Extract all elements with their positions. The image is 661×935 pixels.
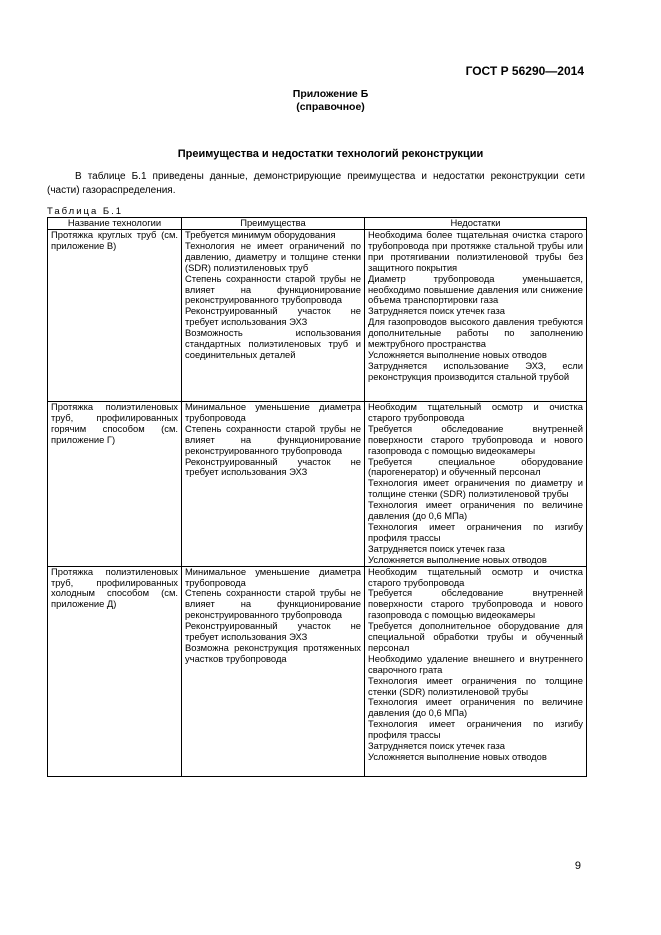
- advantage-item: Возможность использования стандартных полиэтиленовых труб и соединительных деталей: [185, 327, 361, 360]
- disadvantage-item: Усложняется выполнение новых отводов: [368, 348, 547, 360]
- disadvantage-item: Затрудняется поиск утечек газа: [368, 305, 505, 317]
- advantages-cell: [182, 402, 365, 567]
- table-row: [48, 566, 587, 776]
- document-standard-code: ГОСТ Р 56290—2014: [465, 64, 584, 78]
- technology-name-cell: Протяжка полиэтиленовых труб, профилированных горячим способом (см. приложение Г): [48, 402, 182, 567]
- advantages-cell: [182, 566, 365, 776]
- advantage-item: Степень сохранности старой трубы не влияет на функционирование реконструированного трубопровода: [185, 422, 361, 456]
- disadvantage-item: Технология имеет ограничения по изгибу профиля трассы: [368, 520, 583, 543]
- technologies-table: [47, 217, 587, 777]
- appendix-title: Приложение Б: [292, 88, 369, 100]
- section-title: Преимущества и недостатки технологий реконструкции: [177, 148, 484, 160]
- advantages-cell: [182, 230, 365, 402]
- disadvantage-item: Усложняется выполнение новых отводов: [368, 553, 547, 565]
- disadvantage-item: Требуется дополнительное оборудование для специальной обработки трубы и обученный персонал: [368, 620, 583, 653]
- disadvantage-item: Необходим тщательный осмотр и очистка старого трубопровода: [368, 565, 583, 588]
- disadvantages-cell: [365, 230, 587, 402]
- advantage-item: Технология не имеет ограничений по давлению, диаметру и толщине стенки (SDR) полиэтиленовых труб: [185, 239, 361, 273]
- disadvantage-item: Технология имеет ограничения по величине давления (до 0,6 МПа): [368, 696, 583, 719]
- technology-name-cell: Протяжка круглых труб (см. приложение В): [48, 230, 182, 402]
- disadvantage-item: Затрудняется поиск утечек газа: [368, 740, 505, 752]
- technology-name-cell: Протяжка полиэтиленовых труб, профилированных холодным способом (см. приложение Д): [48, 566, 182, 776]
- disadvantage-item: Технология имеет ограничения по толщине стенки (SDR) полиэтиленовой трубы: [368, 674, 583, 697]
- column-header-advantages: Преимущества: [182, 218, 365, 230]
- disadvantages-cell: [365, 402, 587, 567]
- disadvantage-item: Требуется специальное оборудование (парогенератор) и обученный персонал: [368, 455, 583, 478]
- disadvantage-item: Технология имеет ограничения по диаметру и толщине стенки (SDR) полиэтиленовой трубы: [368, 477, 583, 500]
- table-row: [48, 402, 587, 567]
- disadvantage-item: Усложняется выполнение новых отводов: [368, 751, 547, 762]
- disadvantage-item: Диаметр трубопровода уменьшается, необходимо повышение давления или снижение объема транспортировки газа: [368, 272, 583, 306]
- disadvantage-item: Необходимо удаление внешнего и внутреннего сварочного грата: [368, 652, 583, 675]
- disadvantage-item: Для газопроводов высокого давления требуются дополнительные работы по заполнению межтрубного пространства: [368, 316, 583, 350]
- advantage-item: Реконструированный участок не требует использования ЭХЗ: [185, 620, 361, 643]
- disadvantage-item: Необходима более тщательная очистка старого трубопровода при протяжке стальной трубы или при протягивании полиэтиленовой трубы без защитного покрытия: [368, 229, 583, 273]
- disadvantages-cell: [365, 566, 587, 776]
- advantage-item: Минимальное уменьшение диаметра трубопровода: [185, 565, 361, 588]
- column-header-disadvantages: Недостатки: [365, 218, 587, 230]
- advantage-item: Требуется минимум оборудования: [185, 229, 336, 240]
- advantage-item: Степень сохранности старой трубы не влияет на функционирование реконструированного трубопровода: [185, 272, 361, 306]
- disadvantage-item: Необходим тщательный осмотр и очистка старого трубопровода: [368, 401, 583, 423]
- advantage-item: Минимальное уменьшение диаметра трубопровода: [185, 401, 361, 423]
- table-header-row: [48, 218, 587, 230]
- appendix-subtitle: (справочное): [296, 100, 365, 113]
- advantage-item: Реконструированный участок не требует использования ЭХЗ: [185, 305, 361, 328]
- disadvantage-item: Технология имеет ограничения по величине давления (до 0,6 МПа): [368, 499, 583, 522]
- appendix-heading: [0, 88, 661, 113]
- column-header-technology: Название технологии: [48, 218, 182, 230]
- disadvantage-item: Затрудняется поиск утечек газа: [368, 542, 505, 554]
- intro-paragraph: В таблице Б.1 приведены данные, демонстрирующие преимущества и недостатки реконструкции сети (части) газораспределения.: [47, 171, 585, 196]
- advantage-item: Реконструированный участок не требует использования ЭХЗ: [185, 455, 361, 478]
- advantage-item: Возможна реконструкция протяженных участков трубопровода: [185, 641, 361, 664]
- table-caption: Таблица Б.1: [47, 206, 124, 217]
- disadvantage-item: Затрудняется использование ЭХЗ, если реконструкция производится стальной трубой: [368, 359, 583, 382]
- disadvantage-item: Требуется обследование внутренней поверхности старого трубопровода и нового газопровода с помощью видеокамеры: [368, 587, 583, 621]
- disadvantage-item: Технология имеет ограничения по изгибу профиля трассы: [368, 718, 583, 741]
- page-number: 9: [574, 860, 581, 872]
- disadvantage-item: Требуется обследование внутренней поверхности старого трубопровода и нового газопровода с помощью видеокамеры: [368, 422, 583, 456]
- table-row: [48, 230, 587, 402]
- advantage-item: Степень сохранности старой трубы не влияет на функционирование реконструированного трубопровода: [185, 587, 361, 621]
